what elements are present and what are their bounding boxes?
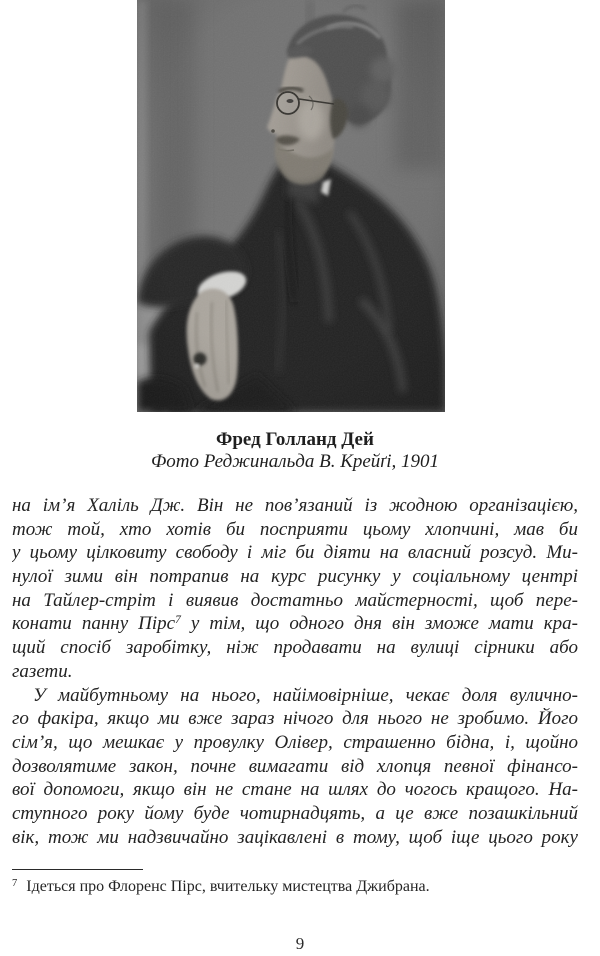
body-line: нулої зими він потрапив на курс рисунку у соціальному центрі (12, 566, 578, 588)
photo-caption-credit: Фото Реджинальда В. Крейґі, 1901 (150, 451, 440, 472)
body-line: го факіра, якщо ми вже зараз нічого для нього не зробимо. Його (12, 708, 578, 730)
body-line: У майбутньому на нього, найімовірніше, чекає доля вулично- (33, 684, 578, 706)
photo-caption-title: Фред Голланд Дей (216, 429, 374, 450)
body-line: тож той, хто хотів би посприяти цьому хлопчині, мав би (12, 518, 578, 540)
footnote-reference: 7 (175, 614, 181, 627)
body-line: у цьому цілковиту свободу і міг би діяти на власний розсуд. Ми- (12, 542, 578, 564)
portrait-photo (137, 0, 445, 412)
body-line: вік, тож ми надзвичайно зацікавлені в тому, щоб іще цього року (12, 826, 578, 848)
body-line-text: конати панну Пірс (12, 613, 176, 635)
body-line (12, 613, 578, 637)
footnote-separator (12, 869, 143, 870)
body-line: ступного року йому буде чотирнадцять, а це вже позашкільний (12, 802, 578, 824)
body-line: на ім’я Халіль Дж. Він не пов’язаний із жодною організацією, (12, 495, 578, 516)
footnote-marker: 7 (12, 878, 18, 889)
body-line-text: у тім, що одного дня він зможе мати кра- (180, 613, 578, 635)
body-line: щий спосіб заробітку, ніж продавати на вулиці сірники або (12, 637, 578, 659)
body-line: сім’я, що мешкає у провулку Олівер, страшенно бідна, і, щойно (12, 731, 578, 753)
body-line: газети. (12, 660, 73, 682)
footnote (12, 876, 578, 897)
body-line: дозволятиме закон, почне вимагати від хлопця певної фінансо- (12, 755, 578, 777)
portrait-photo-art (137, 0, 445, 412)
footnote-text: Ідеться про Флоренс Пірс, вчительку мистецтва Джибрана. (26, 878, 430, 895)
body-line: вої допомоги, якщо він не стане на шлях до чогось кращого. На- (12, 779, 578, 801)
photo-caption (12, 429, 578, 473)
body-text (12, 495, 578, 850)
body-line: на Тайлер-стріт і виявив достатньо майстерності, щоб пере- (12, 589, 578, 611)
page-number: 9 (295, 934, 305, 953)
